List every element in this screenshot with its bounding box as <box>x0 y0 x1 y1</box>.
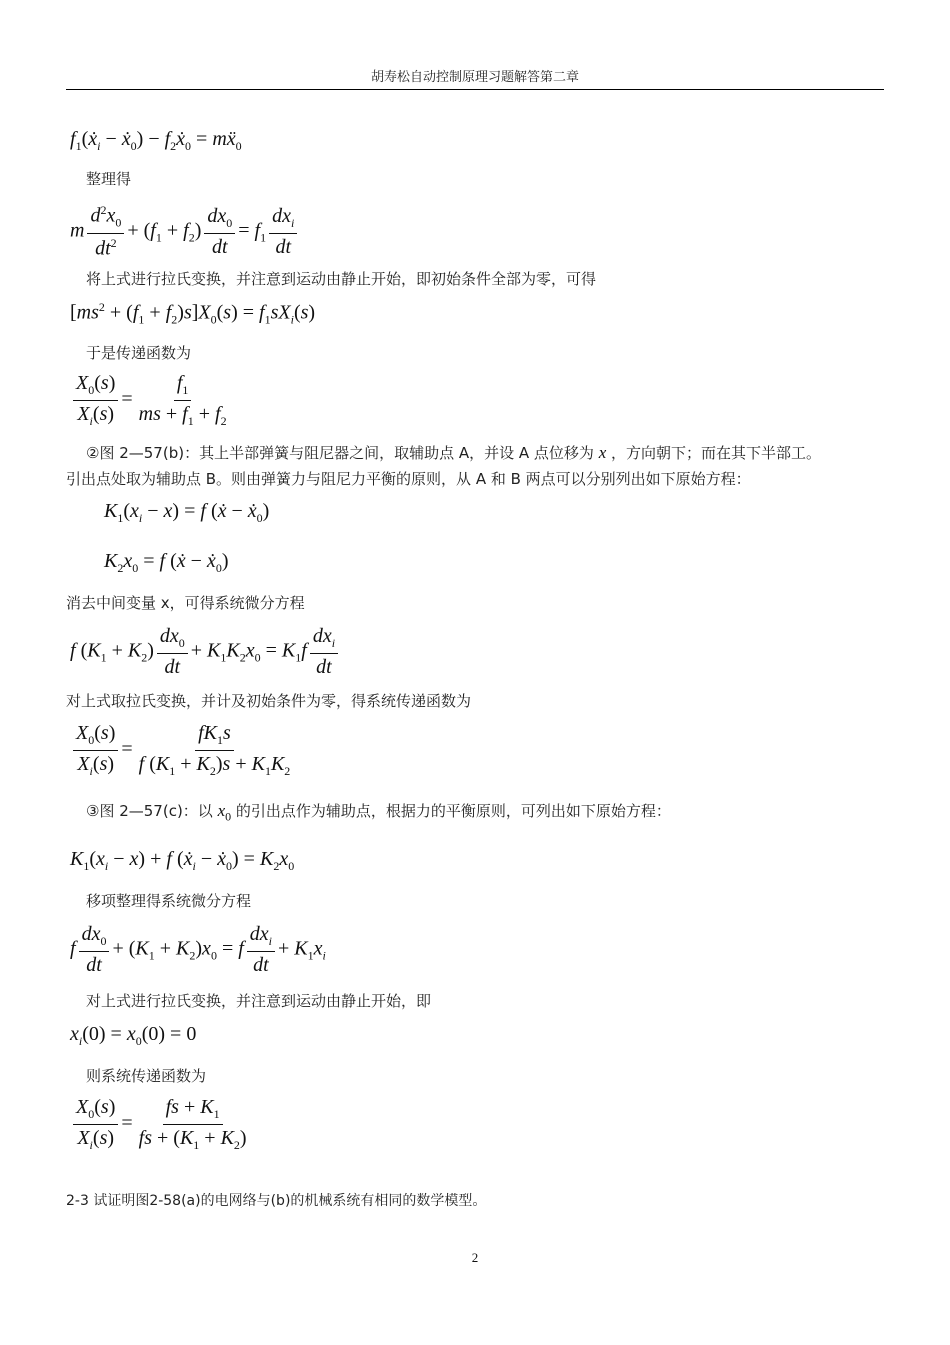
text-transfer-intro-c: 则系统传递函数为 <box>86 1067 207 1085</box>
text-case-b-part1: ②图 2—57(b)：其上半部弹簧与阻尼器之间，取辅助点 A，并设 A 点位移为 <box>86 444 594 462</box>
equation-differential-a: m $\frac{d^2x_0}{dt^2}$ + $(f_1 + f_2)$ $\frac{dx_0}{dt}$ = $f_1$ $\frac{dx_i}{dt}$ <box>70 203 300 260</box>
equation-transfer-a: $\frac{X_0(s)}{X_i(s)}$ = $\frac{f_1}{ms + f_1 + f_2}$ <box>70 372 233 429</box>
text-case-b: ②图 2—57(b)：其上半部弹簧与阻尼器之间，取辅助点 A，并设 A 点位移为 x ，方向朝下；而在其下半部工。 <box>86 443 822 462</box>
equation-transfer-b: $\frac{X_0(s)}{X_i(s)}$ = $\frac{fK_1s}{f (K_1 + K_2)s + K_1K_2}$ <box>70 722 296 779</box>
equation-point-a: $K_1(x_i - x) = f$ (ẋ − ẋ$_0$) <box>104 500 270 525</box>
equation-differential-c: f $\frac{dx_0}{dt}$ + $(K_1 + K_2)x_0 = f$ $\frac{dx_i}{dt}$ + $K_1x_i$ <box>70 923 326 976</box>
equation-transfer-c: $\frac{X_0(s)}{X_i(s)}$ = $\frac{fs + K_1}{fs + (K_1 + K_2)}$ <box>70 1096 253 1153</box>
equation-differential-b: f $(K_1 + K_2)$ $\frac{dx_0}{dt}$ + $K_1K_2x_0 = K_1f$ $\frac{dx_i}{dt}$ <box>70 625 341 679</box>
equation-initial-conditions: $x_i(0) = x_0(0) = 0$ <box>70 1023 197 1048</box>
text-case-c-part1: ③图 2—57(c)：以 <box>86 802 213 820</box>
text-laplace-intro-c: 对上式进行拉氏变换，并注意到运动由静止开始，即 <box>86 992 432 1010</box>
text-rearrange-c: 移项整理得系统微分方程 <box>86 892 252 910</box>
equation-force-balance-c: $K_1(x_i - x) + f$ (ẋ$_i$ − ẋ$_0$) = $K_2x_0$ <box>70 848 295 873</box>
text-rearrange: 整理得 <box>86 170 132 188</box>
text-case-c-part2: 的引出点作为辅助点，根据力的平衡原则，可列出如下原始方程： <box>235 802 671 820</box>
equation-laplace-a: $[ms^2 + (f_1 + f_2)s]X_0(s) = f_1sX_i(s)$ <box>70 300 316 327</box>
text-problem-2-3: 2-3 试证明图2-58(a)的电网络与(b)的机械系统有相同的数学模型。 <box>66 1193 487 1209</box>
text-transfer-intro-a: 于是传递函数为 <box>86 344 192 362</box>
text-transfer-intro-b: 对上式取拉氏变换，并计及初始条件为零，得系统传递函数为 <box>66 692 472 710</box>
text-laplace-intro: 将上式进行拉氏变换，并注意到运动由静止开始，即初始条件全部为零，可得 <box>86 270 597 288</box>
text-eliminate-x: 消去中间变量 x，可得系统微分方程 <box>66 594 305 612</box>
text-case-b-cont: 引出点处取为辅助点 B。则由弹簧力与阻尼力平衡的原则，从 A 和 B 两点可以分别列出如下原始方程： <box>66 470 751 488</box>
page-number: 2 <box>471 1250 479 1265</box>
equation-point-b: $K_2x_0 = f$ (ẋ − ẋ$_0$) <box>104 550 229 575</box>
page-header: 胡寿松自动控制原理习题解答第二章 <box>370 70 579 85</box>
text-case-c: ③图 2—57(c)：以 $x_0$ 的引出点作为辅助点，根据力的平衡原则，可列出如下原始方程： <box>86 801 671 824</box>
header-divider <box>66 89 884 90</box>
equation-force-balance-a: $f_1(ẋ_i$ − ẋ$_0$) − $f_2ẋ_0$ = mẍ$_0$ <box>70 128 242 153</box>
text-case-b-part2: ，方向朝下；而在其下半部工。 <box>611 444 822 462</box>
